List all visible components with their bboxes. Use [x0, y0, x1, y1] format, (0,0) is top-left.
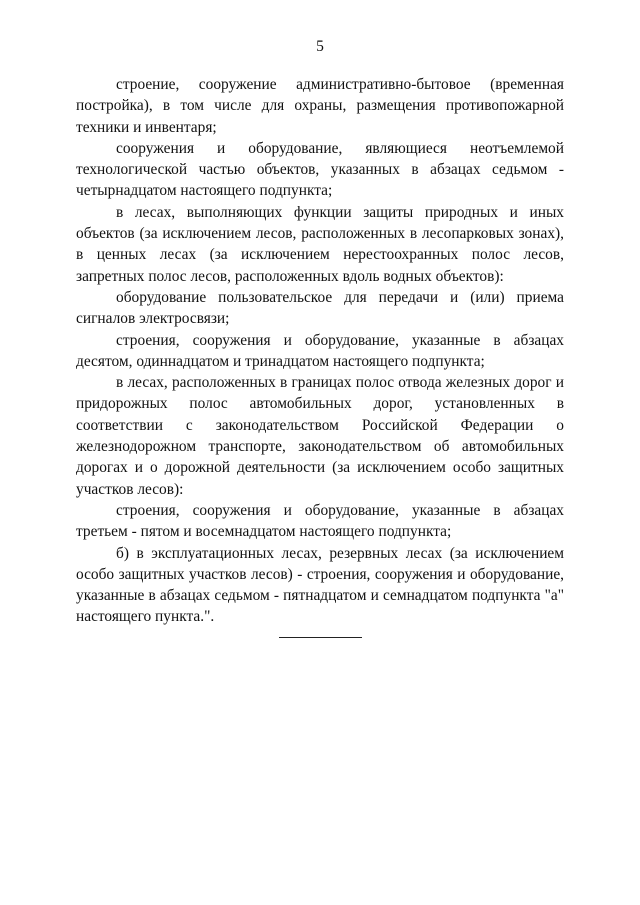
paragraph: б) в эксплуатационных лесах, резервных лесах (за исключением особо защитных участков лесов) - строения, сооружения и оборудование, указанные в абзацах седьмом - пятнадцатом и семнадцатом подпункта "а" настоящего пункта.". — [76, 544, 564, 626]
document-body — [76, 74, 564, 628]
page-number: 5 — [316, 38, 324, 55]
paragraph: строение, сооружение административно-бытовое (временная постройка), в том числе для охраны, размещения противопожарной техники и инвентаря; — [76, 76, 564, 136]
paragraph: строения, сооружения и оборудование, указанные в абзацах третьем - пятом и восемнадцатом настоящего подпункта; — [76, 501, 564, 541]
paragraph: в лесах, выполняющих функции защиты природных и иных объектов (за исключением лесов, расположенных в лесопарковых зонах), в ценных лесах (за исключением нерестоохранных полос лесов, запретных полос лесов, расположенных вдоль водных объектов): — [76, 203, 564, 285]
paragraph: сооружения и оборудование, являющиеся неотъемлемой технологической частью объектов, указанных в абзацах седьмом - четырнадцатом настоящего подпункта; — [76, 139, 564, 200]
end-separator-line — [279, 637, 362, 638]
paragraph: строения, сооружения и оборудование, указанные в абзацах десятом, одиннадцатом и тринадцатом настоящего подпункта; — [76, 331, 564, 370]
paragraph: в лесах, расположенных в границах полос отвода железных дорог и придорожных полос автомобильных дорог, установленных в соответствии с законодательством Российской Федерации о железнодорожном транспорте, законодательством об автомобильных дорогах и о дорожной деятельности (за исключением особо защитных участков лесов): — [76, 374, 564, 498]
paragraph: оборудование пользовательское для передачи и (или) приема сигналов электросвязи; — [76, 288, 564, 328]
